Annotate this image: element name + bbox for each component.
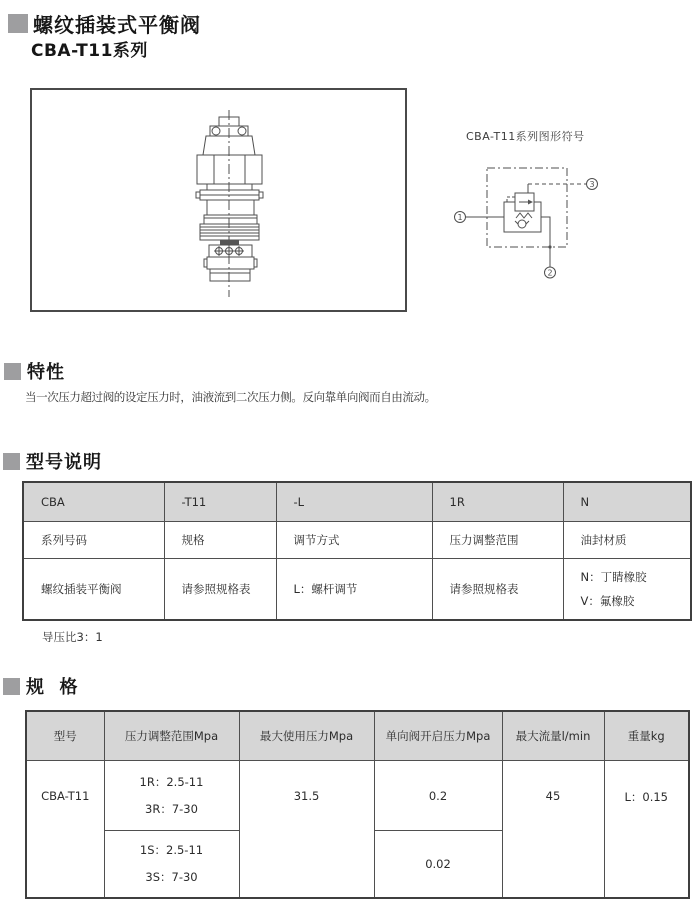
title-bullet-square [8, 14, 28, 33]
meaning-seal: 油封材质 [563, 522, 691, 559]
spec-header-max-flow: 最大流量l/min [502, 711, 604, 761]
meaning-adjust: 调节方式 [276, 522, 432, 559]
features-heading: 特性 [27, 362, 65, 383]
specs-bullet-square [3, 678, 20, 695]
code-adjust: -L [276, 482, 432, 522]
range-1s: 1S：2.5-11 [139, 843, 204, 857]
model-table-code-row [23, 482, 691, 522]
meaning-series: 系列号码 [23, 522, 164, 559]
spec-header-pressure-range: 压力调整范围Mpa [104, 711, 239, 761]
spec-header-row [26, 711, 689, 761]
model-heading: 型号说明 [26, 452, 102, 473]
spec-model: CBA-T11 [26, 761, 104, 899]
specs-heading: 规 格 [26, 677, 79, 698]
valve-drawing-frame [30, 88, 407, 312]
model-code-table [22, 481, 692, 621]
features-bullet-square [4, 363, 21, 380]
features-description: 当一次压力超过阀的设定压力时，油液流到二次压力侧。反向靠单向阀而自由流动。 [25, 390, 436, 404]
spec-check-open-s: 0.02 [374, 831, 502, 899]
symbol-title: CBA-T11系列图形符号 [466, 130, 585, 143]
spec-header-max-pressure: 最大使用压力Mpa [239, 711, 374, 761]
spec-max-pressure: 31.5 [239, 761, 374, 899]
meaning-size: 规格 [164, 522, 276, 559]
model-bullet-square [3, 453, 20, 470]
spec-table [25, 710, 690, 899]
spec-check-open-r: 0.2 [374, 761, 502, 831]
spec-pressure-range-r [104, 761, 239, 831]
spec-header-model: 型号 [26, 711, 104, 761]
page-title: 螺纹插装式平衡阀 [33, 13, 201, 37]
hydraulic-symbol [440, 158, 625, 293]
range-3r: 3R：7-30 [145, 801, 198, 816]
code-size: -T11 [164, 482, 276, 522]
pilot-ratio-note: 导压比3：1 [42, 630, 103, 644]
port-2-label: 2 [547, 268, 553, 278]
page-title-row [8, 9, 201, 38]
code-range: 1R [432, 482, 563, 522]
spec-pressure-range-s [104, 831, 239, 899]
features-heading-row [4, 358, 65, 384]
spec-max-flow: 45 [502, 761, 604, 899]
meaning-range: 压力调整范围 [432, 522, 563, 559]
valve-technical-drawing [32, 90, 405, 310]
spec-row-r [26, 761, 689, 831]
spec-weight: L：0.15 [604, 761, 689, 899]
port-1-label: 1 [457, 213, 463, 222]
model-heading-row [3, 448, 102, 474]
detail-range: 请参照规格表 [432, 559, 563, 621]
code-series: CBA [23, 482, 164, 522]
detail-size: 请参照规格表 [164, 559, 276, 621]
specs-heading-row [3, 673, 79, 699]
seal-option-v: V：氟橡胶 [580, 594, 635, 608]
model-table-detail-row [23, 559, 691, 621]
range-1r: 1R：2.5-11 [139, 774, 204, 789]
seal-option-n: N：丁睛橡胶 [580, 570, 647, 584]
detail-series: 螺纹插装平衡阀 [23, 559, 164, 621]
detail-adjust: L：螺杆调节 [276, 559, 432, 621]
model-table-meaning-row [23, 522, 691, 559]
spec-header-weight: 重量kg [604, 711, 689, 761]
spec-header-check-open: 单向阀开启压力Mpa [374, 711, 502, 761]
code-seal: N [563, 482, 691, 522]
page-subtitle: CBA-T11系列 [31, 41, 148, 61]
port-3-label: 3 [589, 180, 595, 189]
range-3s: 3S：7-30 [145, 870, 198, 884]
detail-seal [563, 559, 691, 621]
